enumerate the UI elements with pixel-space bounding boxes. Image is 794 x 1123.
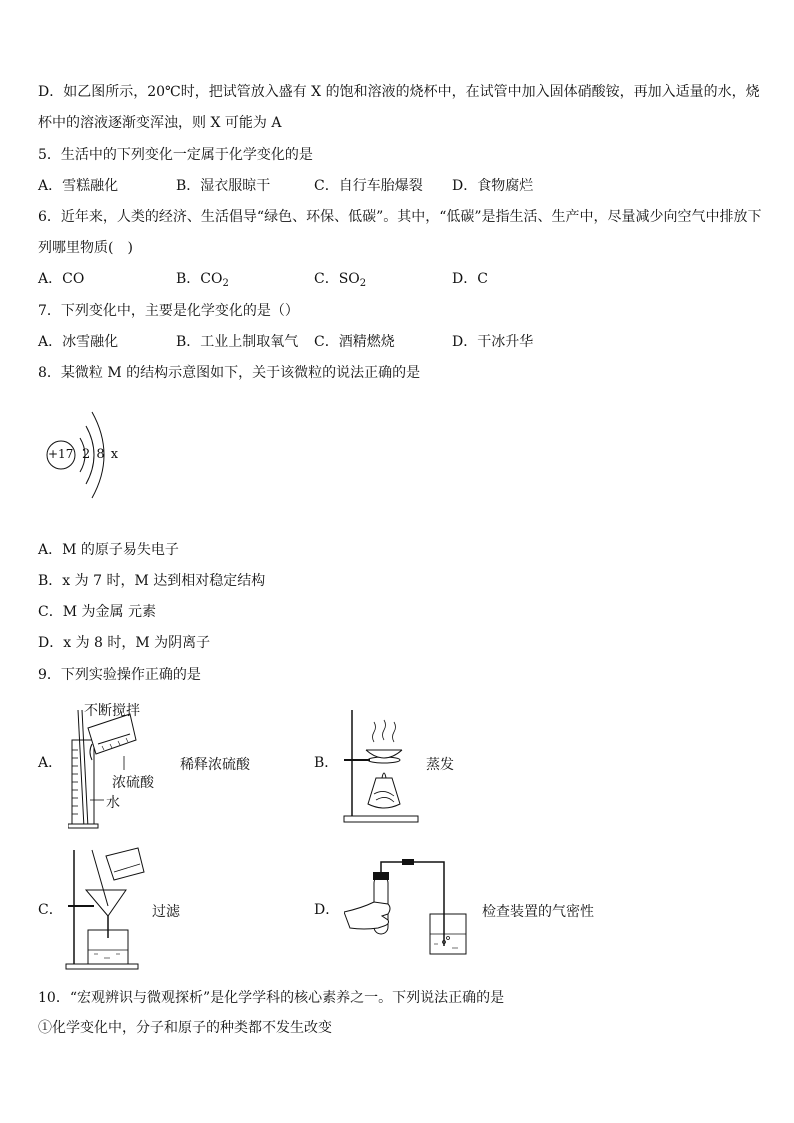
q6-option-c-subscript: 2 [359,278,367,289]
label-water: 水 [106,795,120,811]
q7-option-c: C．酒精燃烧 [314,334,395,350]
nucleus-charge: +17 [48,447,74,461]
filtration-figure [64,846,150,972]
q5-option-c: C．自行车胎爆裂 [314,178,423,194]
dilute-acid-figure [68,700,178,830]
q4-option-d-line2: 杯中的溶液逐渐变浑浊，则 X 可能为 A [38,115,282,131]
iron-stand-base [344,816,418,822]
evaporation-figure [340,708,422,826]
q5-stem: 5．生活中的下列变化一定属于化学变化的是 [38,147,313,163]
q10-item-1: ①化学变化中，分子和原子的种类都不发生改变 [38,1020,332,1036]
q8-option-b: B．x 为 7 时，M 达到相对稳定结构 [38,573,266,589]
q5-option-b: B．湿衣服晾干 [176,178,271,194]
q6-option-c-text: C．SO [314,271,360,287]
q6-stem-line2: 列哪里物质( ) [38,240,133,256]
pouring-beaker [106,848,144,880]
q9-option-d-caption: 检查装置的气密性 [482,904,594,920]
evaporating-dish [366,750,402,758]
q6-option-b [176,270,229,288]
q8-stem: 8．某微粒 M 的结构示意图如下，关于该微粒的说法正确的是 [38,365,421,381]
q7-option-b: B．工业上制取氧气 [176,334,299,350]
q8-option-d: D．x 为 8 时，M 为阴离子 [38,635,211,651]
q5-option-a: A．雪糕融化 [38,178,119,194]
q9-option-a-letter: A． [38,755,63,771]
q7-option-d: D．干冰升华 [452,334,534,350]
atomic-structure-diagram [40,400,130,500]
q9-option-b-caption: 蒸发 [426,757,454,773]
q6-option-c [314,270,366,288]
filter-stand-base [66,964,138,969]
delivery-tube [381,862,444,946]
label-stir: 不断搅拌 [84,703,140,719]
q9-option-b-letter: B． [314,755,339,771]
funnel [86,890,126,916]
q8-option-c: C．M 为金属 元素 [38,604,156,620]
q9-option-a-caption: 稀释浓硫酸 [180,757,250,773]
label-concentrated-acid: 浓硫酸 [112,775,154,791]
q7-stem: 7．下列变化中，主要是化学变化的是（） [38,303,299,319]
electron-counts: 2 8 x [82,447,120,462]
hand [344,902,390,929]
q6-option-a: A．CO [38,271,85,287]
q9-option-d-letter: D． [314,902,340,918]
q9-option-c-letter: C． [38,902,63,918]
alcohol-lamp [368,778,400,808]
q9-option-c-caption: 过滤 [152,904,180,920]
q6-option-b-text: B．CO [176,271,223,287]
q6-option-d: D．C [452,271,488,287]
q6-option-b-subscript: 2 [222,278,229,289]
q9-stem: 9．下列实验操作正确的是 [38,667,201,683]
stopper [373,872,389,880]
airtightness-figure [344,858,474,958]
q5-option-d: D．食物腐烂 [452,178,534,194]
q10-stem: 10．“宏观辨识与微观探析”是化学学科的核心素养之一。下列说法正确的是 [38,990,505,1006]
q4-option-d-line1: D．如乙图所示，20℃时，把试管放入盛有 X 的饱和溶液的烧杯中，在试管中加入固体硝酸铵，再加入适量的水，烧 [38,84,760,100]
q8-option-a: A．M 的原子易失电子 [38,542,179,558]
q6-stem-line1: 6．近年来，人类的经济、生活倡导“绿色、环保、低碳”。其中，“低碳”是指生活、生产中，尽量减少向空气中排放下 [38,209,762,225]
q7-option-a: A．冰雪融化 [38,334,119,350]
